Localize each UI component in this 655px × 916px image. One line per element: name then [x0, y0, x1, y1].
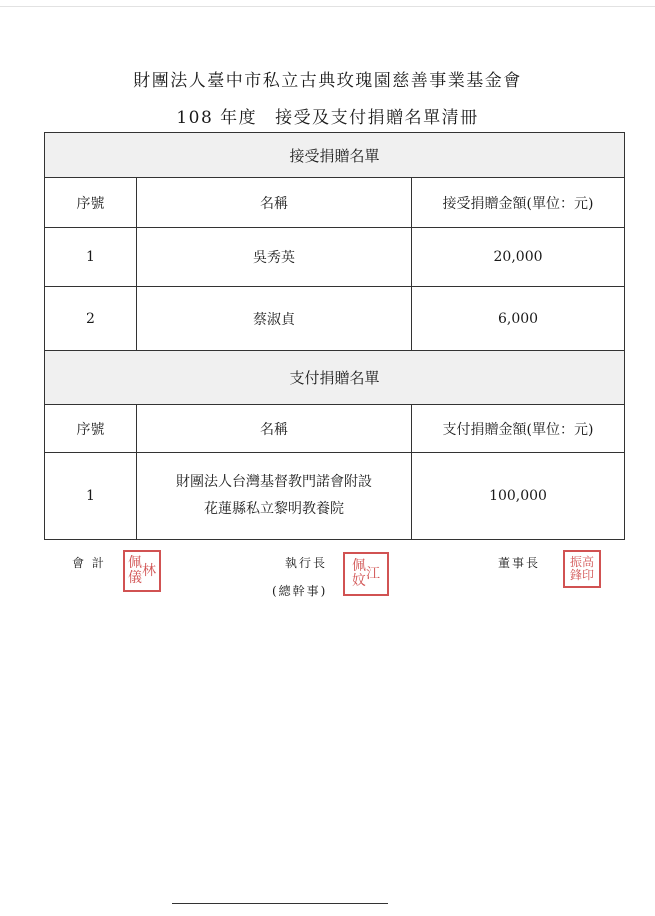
- row-number: 1: [45, 453, 137, 540]
- received-col-number: 序號: [45, 178, 137, 228]
- document-title-text: 接受及支付捐贈名單清冊: [275, 108, 479, 128]
- paid-col-amount: 支付捐贈金額(單位：元): [412, 405, 625, 453]
- bottom-rule: [172, 903, 388, 904]
- paid-header-row: [45, 405, 625, 453]
- accountant-seal: 佩 儀 林: [123, 550, 161, 592]
- payment-amount: 100,000: [412, 453, 625, 540]
- table-row: [45, 287, 625, 351]
- chairman-label: 董事長: [498, 556, 541, 570]
- donor-name: 蔡淑貞: [137, 287, 412, 351]
- received-col-name: 名稱: [137, 178, 412, 228]
- donor-name: 吳秀英: [137, 228, 412, 287]
- paid-section-title: 支付捐贈名單: [45, 351, 625, 405]
- accountant-label: 會 計: [72, 556, 106, 570]
- donation-table: [44, 132, 625, 540]
- signature-block: [0, 548, 655, 618]
- donation-amount: 6,000: [412, 287, 625, 351]
- row-number: 2: [45, 287, 137, 351]
- paid-col-name: 名稱: [137, 405, 412, 453]
- executive-note: (總幹事): [272, 584, 328, 598]
- paid-section-header: [45, 351, 625, 405]
- chairman-seal: 振 鋒 高 印: [563, 550, 601, 588]
- top-rule: [0, 6, 655, 7]
- document-title: [0, 103, 655, 128]
- received-section-header: [45, 133, 625, 178]
- executive-seal: 佩 妏 江: [343, 552, 389, 596]
- table-row: [45, 453, 625, 540]
- received-section-title: 接受捐贈名單: [45, 133, 625, 178]
- fiscal-year: 108 年度: [176, 108, 258, 128]
- recipient-name: [137, 453, 412, 540]
- recipient-name-line2: 花蓮縣私立黎明教養院: [204, 501, 344, 517]
- executive-label: 執行長: [285, 556, 328, 570]
- received-col-amount: 接受捐贈金額(單位：元): [412, 178, 625, 228]
- received-header-row: [45, 178, 625, 228]
- organization-name: 財團法人臺中市私立古典玫瑰園慈善事業基金會: [133, 71, 522, 91]
- recipient-name-line1: 財團法人台灣基督教門諾會附設: [176, 474, 372, 490]
- table-row: [45, 228, 625, 287]
- row-number: 1: [45, 228, 137, 287]
- paid-col-number: 序號: [45, 405, 137, 453]
- donation-amount: 20,000: [412, 228, 625, 287]
